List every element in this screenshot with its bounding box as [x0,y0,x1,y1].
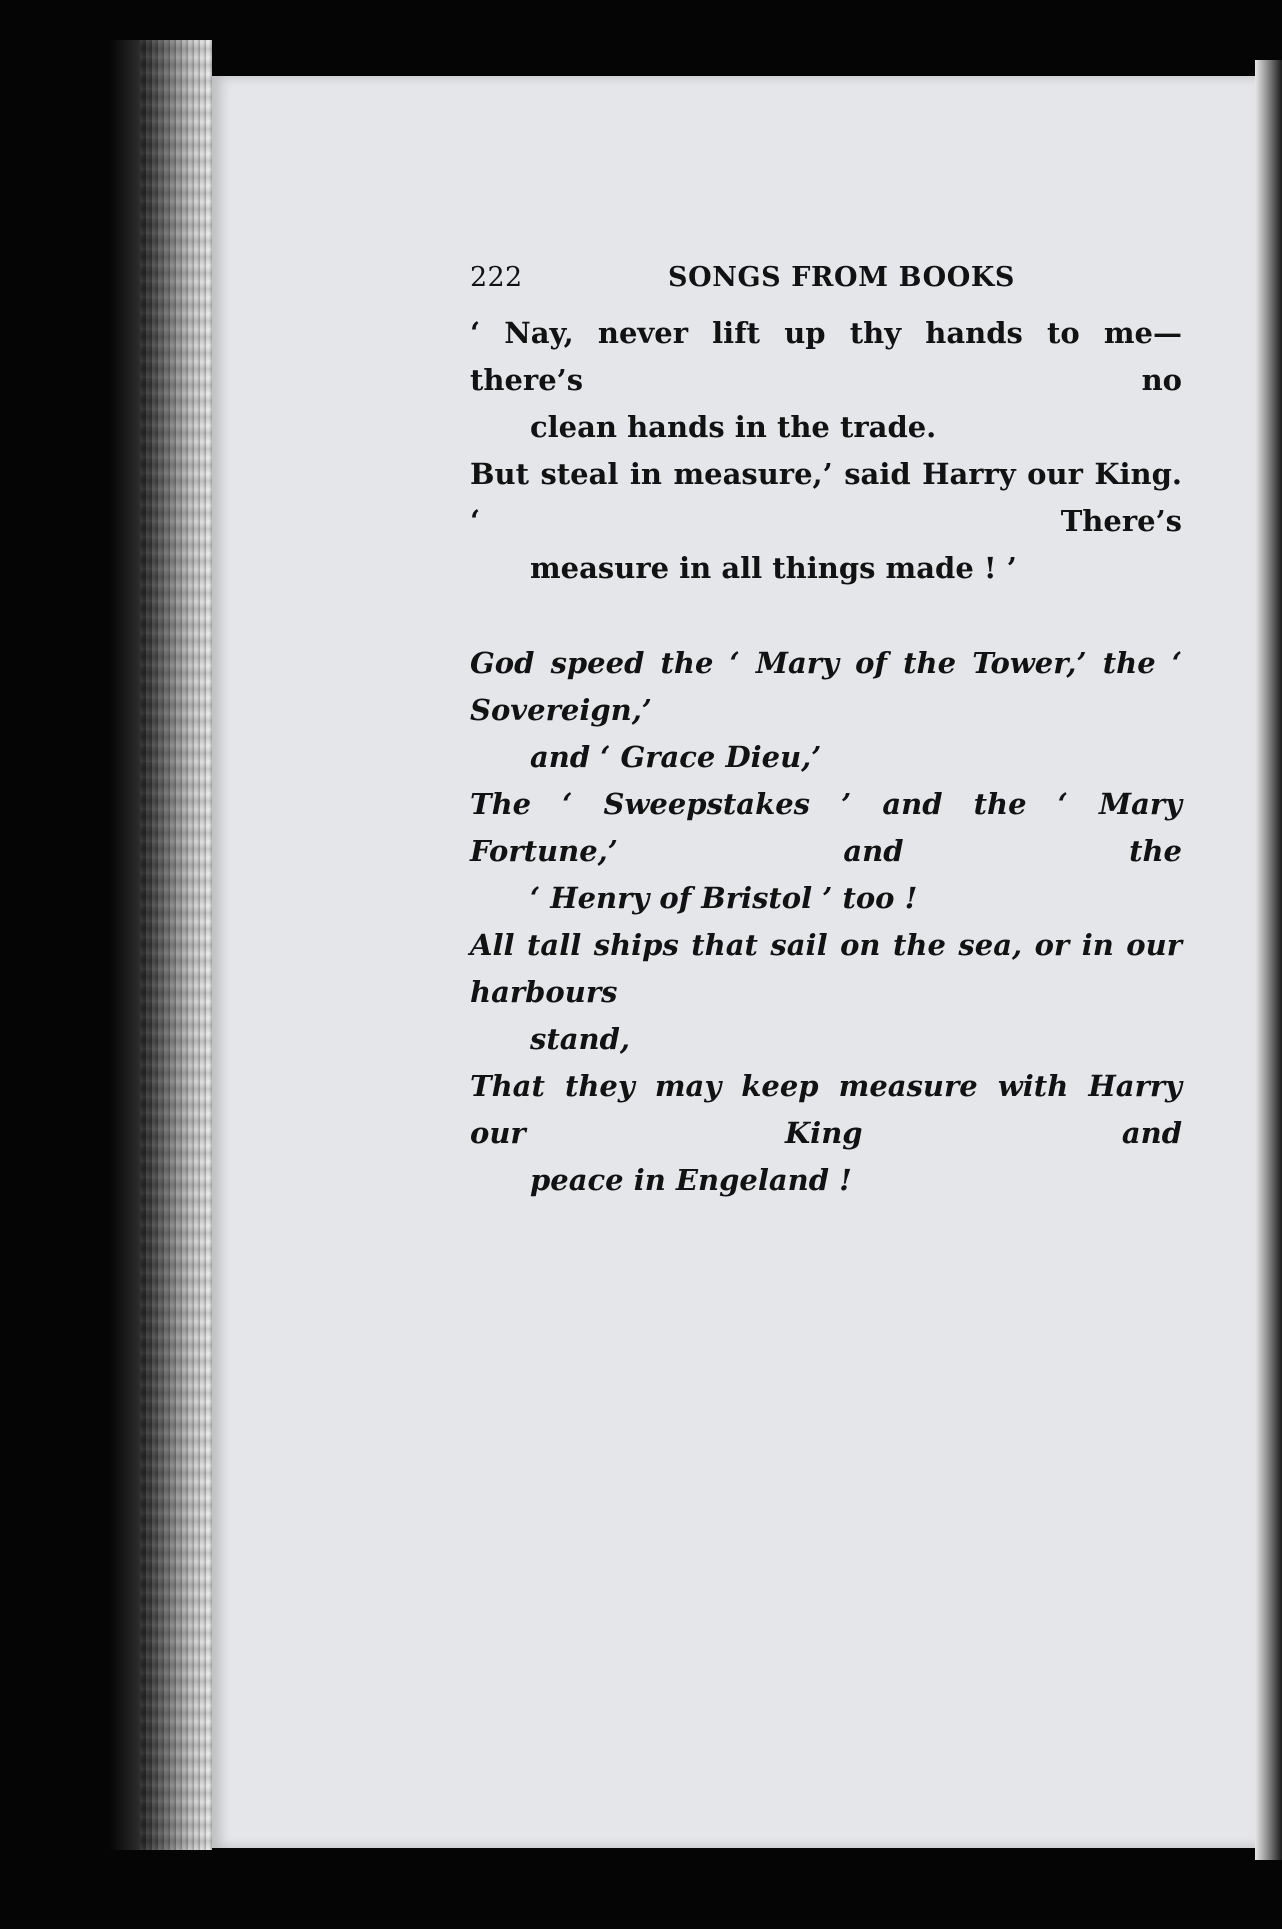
verse-line-continuation: ‘ Henry of Bristol ’ too ! [530,881,918,915]
stanza-2 [470,640,1182,1204]
page-text [470,262,1182,1204]
page-header [470,262,1182,302]
verse-line: ‘ Nay, never lift up thy hands to me—there’s no [470,316,1182,397]
page-right-edge [1255,60,1282,1860]
verse-line: That they may keep measure with Harry our King and [470,1069,1182,1150]
verse-line-continuation: clean hands in the trade. [530,410,937,444]
stanza-1 [470,310,1182,592]
verse-line: God speed the ‘ Mary of the Tower,’ the ‘ Sovereign,’ [470,646,1182,727]
verse-line: But steal in measure,’ said Harry our King. ‘ There’s [470,457,1182,538]
verse-line-continuation: stand, [530,1022,630,1056]
page-number: 222 [470,262,523,293]
verse-line-continuation: measure in all things made ! ’ [530,551,1017,585]
page-edges [140,40,212,1850]
verse-line-continuation: and ‘ Grace Dieu,’ [530,740,822,774]
verse-line-continuation: peace in Engeland ! [530,1163,852,1197]
verse-line: The ‘ Sweepstakes ’ and the ‘ Mary Fortune,’ and the [470,787,1182,868]
verse-line: All tall ships that sail on the sea, or in our harbours [470,928,1182,1009]
running-head: SONGS FROM BOOKS [668,262,1015,293]
